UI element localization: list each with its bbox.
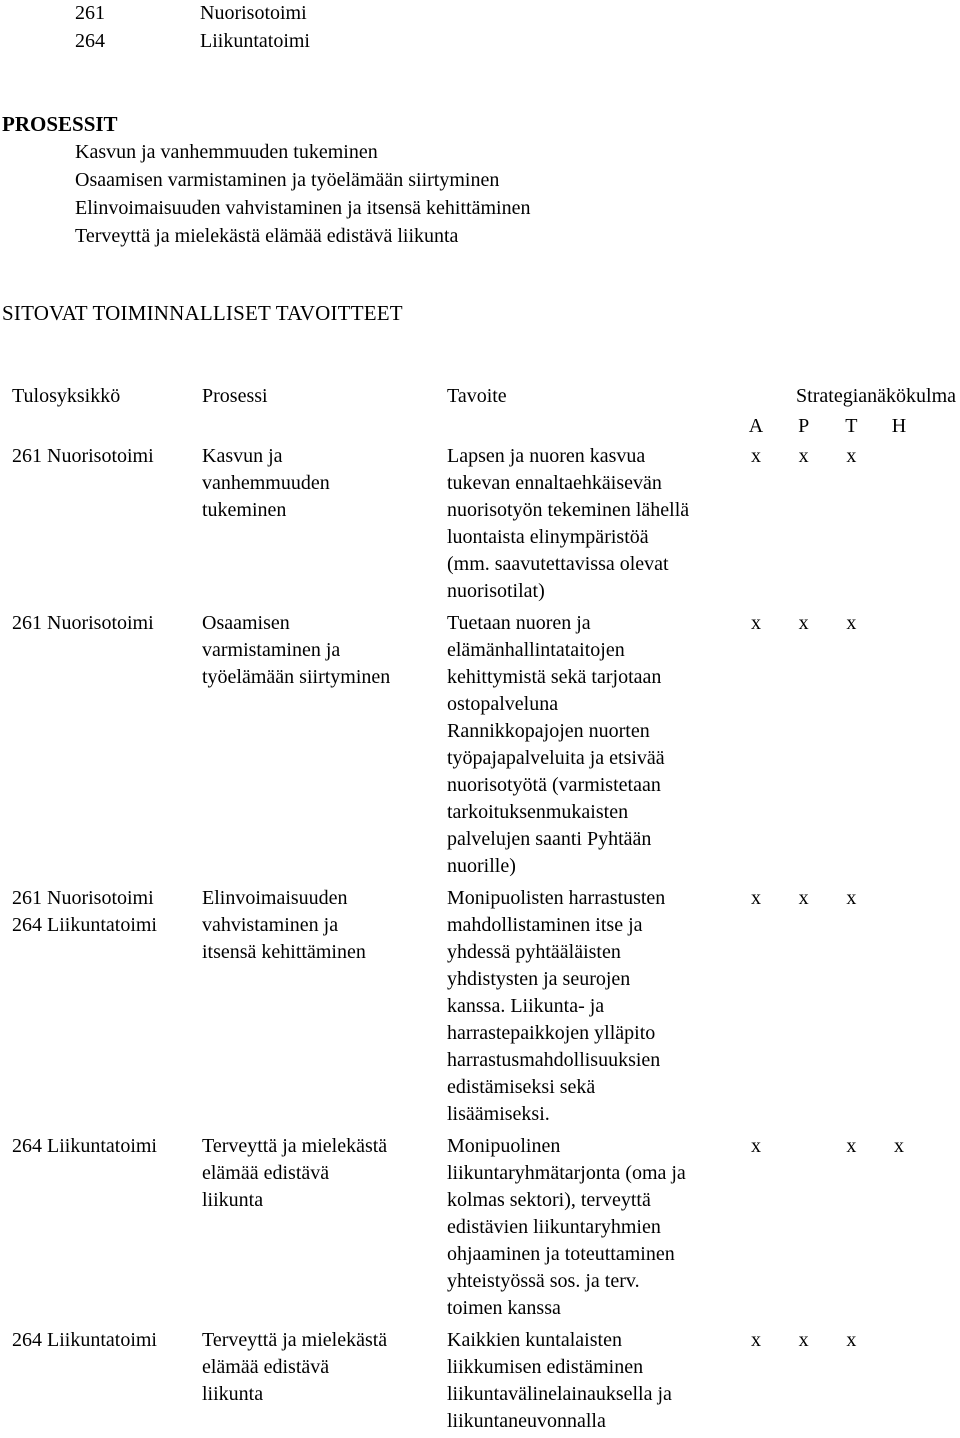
strategy-col-p: P	[798, 415, 810, 437]
goal-cell	[439, 1325, 731, 1438]
table-row	[4, 1131, 956, 1325]
strategy-columns	[731, 413, 956, 441]
goal-cell-line: ostopalveluna	[447, 693, 559, 715]
top-unit-line	[75, 0, 105, 26]
goal-cell-line: liikuntavälinelainauksella ja	[447, 1383, 672, 1405]
unit-cell-line: 264 Liikuntatoimi	[12, 1329, 157, 1351]
strategy-mark: x	[751, 1135, 761, 1157]
goal-cell-line: liikuntaryhmätarjonta (oma ja	[447, 1162, 686, 1184]
process-cell	[194, 1131, 439, 1325]
goal-cell-line: nuorisotyön tekeminen lähellä	[447, 499, 690, 521]
goal-cell-line: yhdessä pyhtääläisten	[447, 941, 621, 963]
goal-cell-line: liikuntaneuvonnalla	[447, 1410, 606, 1432]
goal-cell-line: yhteistyössä sos. ja terv.	[447, 1270, 640, 1292]
goal-cell-line: Tuetaan nuoren ja	[447, 612, 591, 634]
goal-cell-line: elämänhallintataitojen	[447, 639, 625, 661]
goal-cell-line: lisäämiseksi.	[447, 1103, 550, 1125]
unit-name: Nuorisotoimi	[200, 2, 307, 24]
goal-cell-line: kolmas sektori), terveyttä	[447, 1189, 651, 1211]
table-header-row	[4, 383, 956, 413]
unit-code: 261	[75, 2, 105, 24]
top-unit-line	[75, 28, 105, 54]
process-cell	[194, 883, 439, 1131]
goal-cell-line: Monipuolisten harrastusten	[447, 887, 666, 909]
goal-cell-line: liikkumisen edistäminen	[447, 1356, 644, 1378]
goal-cell-line: palvelujen saanti Pyhtään	[447, 828, 652, 850]
goal-cell-line: toimen kanssa	[447, 1297, 561, 1319]
process-cell-line: varmistaminen ja	[202, 639, 341, 661]
strategy-mark	[789, 1133, 819, 1160]
goal-cell-line: harrastepaikkojen ylläpito	[447, 1022, 656, 1044]
process-cell-line: Kasvun ja	[202, 445, 283, 467]
unit-cell	[4, 883, 194, 1131]
process-cell-line: elämää edistävä	[202, 1356, 330, 1378]
unit-code: 264	[75, 30, 105, 52]
strategy-mark: x	[751, 887, 761, 909]
process-cell-line: Osaamisen	[202, 612, 290, 634]
header-goal: Tavoite	[447, 385, 507, 407]
process-cell-line: tukeminen	[202, 499, 287, 521]
strategy-marks	[731, 1131, 956, 1325]
table-row	[4, 441, 956, 608]
goal-cell	[439, 608, 731, 883]
goal-cell-line: yhdistysten ja seurojen	[447, 968, 631, 990]
strategy-col-t: T	[845, 415, 858, 437]
goal-cell-line: edistämiseksi sekä	[447, 1076, 596, 1098]
strategy-mark	[884, 885, 914, 912]
strategy-mark: x	[798, 887, 809, 909]
strategy-mark: x	[751, 612, 761, 634]
strategy-mark: x	[846, 445, 857, 467]
goal-cell-line: Rannikkopajojen nuorten	[447, 720, 650, 742]
goal-cell-line: Lapsen ja nuoren kasvua	[447, 445, 646, 467]
unit-name: Liikuntatoimi	[200, 30, 310, 52]
process-item: Kasvun ja vanhemmuuden tukeminen	[75, 141, 378, 163]
unit-cell	[4, 608, 194, 883]
process-cell-line: Terveyttä ja mielekästä	[202, 1329, 388, 1351]
goal-cell-line: harrastusmahdollisuuksien	[447, 1049, 661, 1071]
process-item: Terveyttä ja mielekästä elämää edistävä liikunta	[75, 225, 459, 247]
goals-table	[4, 383, 956, 1438]
goal-cell-line: nuorille)	[447, 855, 516, 877]
process-cell-line: elämää edistävä	[202, 1162, 330, 1184]
process-item: Osaamisen varmistaminen ja työelämään siirtyminen	[75, 169, 500, 191]
strategy-mark: x	[846, 1329, 857, 1351]
process-cell	[194, 441, 439, 608]
process-cell-line: itsensä kehittäminen	[202, 941, 366, 963]
goal-cell-line: edistävien liikuntaryhmien	[447, 1216, 661, 1238]
goal-cell-line: kanssa. Liikunta- ja	[447, 995, 605, 1017]
process-cell-line: liikunta	[202, 1383, 264, 1405]
unit-cell-line: 264 Liikuntatoimi	[12, 1135, 157, 1157]
process-cell	[194, 1325, 439, 1438]
goal-cell-line: luontaista elinympäristöä	[447, 526, 649, 548]
processes-heading: PROSESSIT	[2, 112, 118, 136]
unit-cell-line: 261 Nuorisotoimi	[12, 445, 154, 467]
goal-cell-line: nuorisotilat)	[447, 580, 545, 602]
strategy-mark: x	[846, 612, 857, 634]
process-list	[75, 138, 530, 250]
strategy-mark: x	[751, 1329, 761, 1351]
goal-cell-line: tukevan ennaltaehkäisevän	[447, 472, 662, 494]
unit-cell	[4, 441, 194, 608]
goal-cell	[439, 883, 731, 1131]
process-cell-line: vahvistaminen ja	[202, 914, 339, 936]
process-cell-line: liikunta	[202, 1189, 264, 1211]
strategy-marks	[731, 608, 956, 883]
goal-cell-line: Monipuolinen	[447, 1135, 561, 1157]
unit-cell-line: 261 Nuorisotoimi	[12, 612, 154, 634]
goal-cell-line: (mm. saavutettavissa olevat	[447, 553, 669, 575]
top-unit-line	[200, 28, 310, 54]
goal-cell	[439, 441, 731, 608]
process-item: Elinvoimaisuuden vahvistaminen ja itsensä kehittäminen	[75, 197, 531, 219]
strategy-mark: x	[846, 1135, 857, 1157]
unit-cell	[4, 1131, 194, 1325]
strategy-mark: x	[798, 612, 809, 634]
goal-cell-line: nuorisotyötä (varmistetaan	[447, 774, 661, 796]
strategy-mark: x	[893, 1135, 904, 1157]
process-cell	[194, 608, 439, 883]
top-unit-line	[200, 0, 307, 26]
unit-cell	[4, 1325, 194, 1438]
strategy-mark	[884, 610, 914, 637]
header-process: Prosessi	[202, 385, 268, 407]
strategy-marks	[731, 441, 956, 608]
strategy-mark: x	[751, 445, 761, 467]
header-strategy: Strategianäkökulma	[796, 385, 956, 407]
strategy-mark: x	[846, 887, 857, 909]
process-cell-line: vanhemmuuden	[202, 472, 330, 494]
strategy-marks	[731, 883, 956, 1131]
table-row	[4, 1325, 956, 1438]
strategy-mark	[884, 443, 914, 470]
strategy-mark: x	[798, 1329, 809, 1351]
goal-cell-line: Kaikkien kuntalaisten	[447, 1329, 622, 1351]
strategy-mark: x	[798, 445, 809, 467]
goal-cell-line: tarkoituksenmukaisten	[447, 801, 629, 823]
strategy-marks	[731, 1325, 956, 1438]
goal-cell-line: kehittymistä sekä tarjotaan	[447, 666, 662, 688]
process-cell-line: Terveyttä ja mielekästä	[202, 1135, 388, 1157]
goal-cell-line: työpajapalveluita ja etsivää	[447, 747, 665, 769]
goals-heading: SITOVAT TOIMINNALLISET TAVOITTEET	[2, 301, 403, 325]
strategy-col-h: H	[891, 415, 907, 437]
strategy-mark	[884, 1327, 914, 1354]
strategy-col-a: A	[748, 415, 764, 437]
process-cell-line: Elinvoimaisuuden	[202, 887, 348, 909]
table-row	[4, 608, 956, 883]
goal-cell-line: mahdollistaminen itse ja	[447, 914, 643, 936]
process-cell-line: työelämään siirtyminen	[202, 666, 391, 688]
table-row	[4, 883, 956, 1131]
unit-cell-line: 261 Nuorisotoimi	[12, 887, 154, 909]
unit-cell-line: 264 Liikuntatoimi	[12, 914, 157, 936]
header-unit: Tulosyksikkö	[12, 385, 121, 407]
goal-cell	[439, 1131, 731, 1325]
goal-cell-line: ohjaaminen ja toteuttaminen	[447, 1243, 675, 1265]
table-subheader-row	[4, 413, 956, 441]
